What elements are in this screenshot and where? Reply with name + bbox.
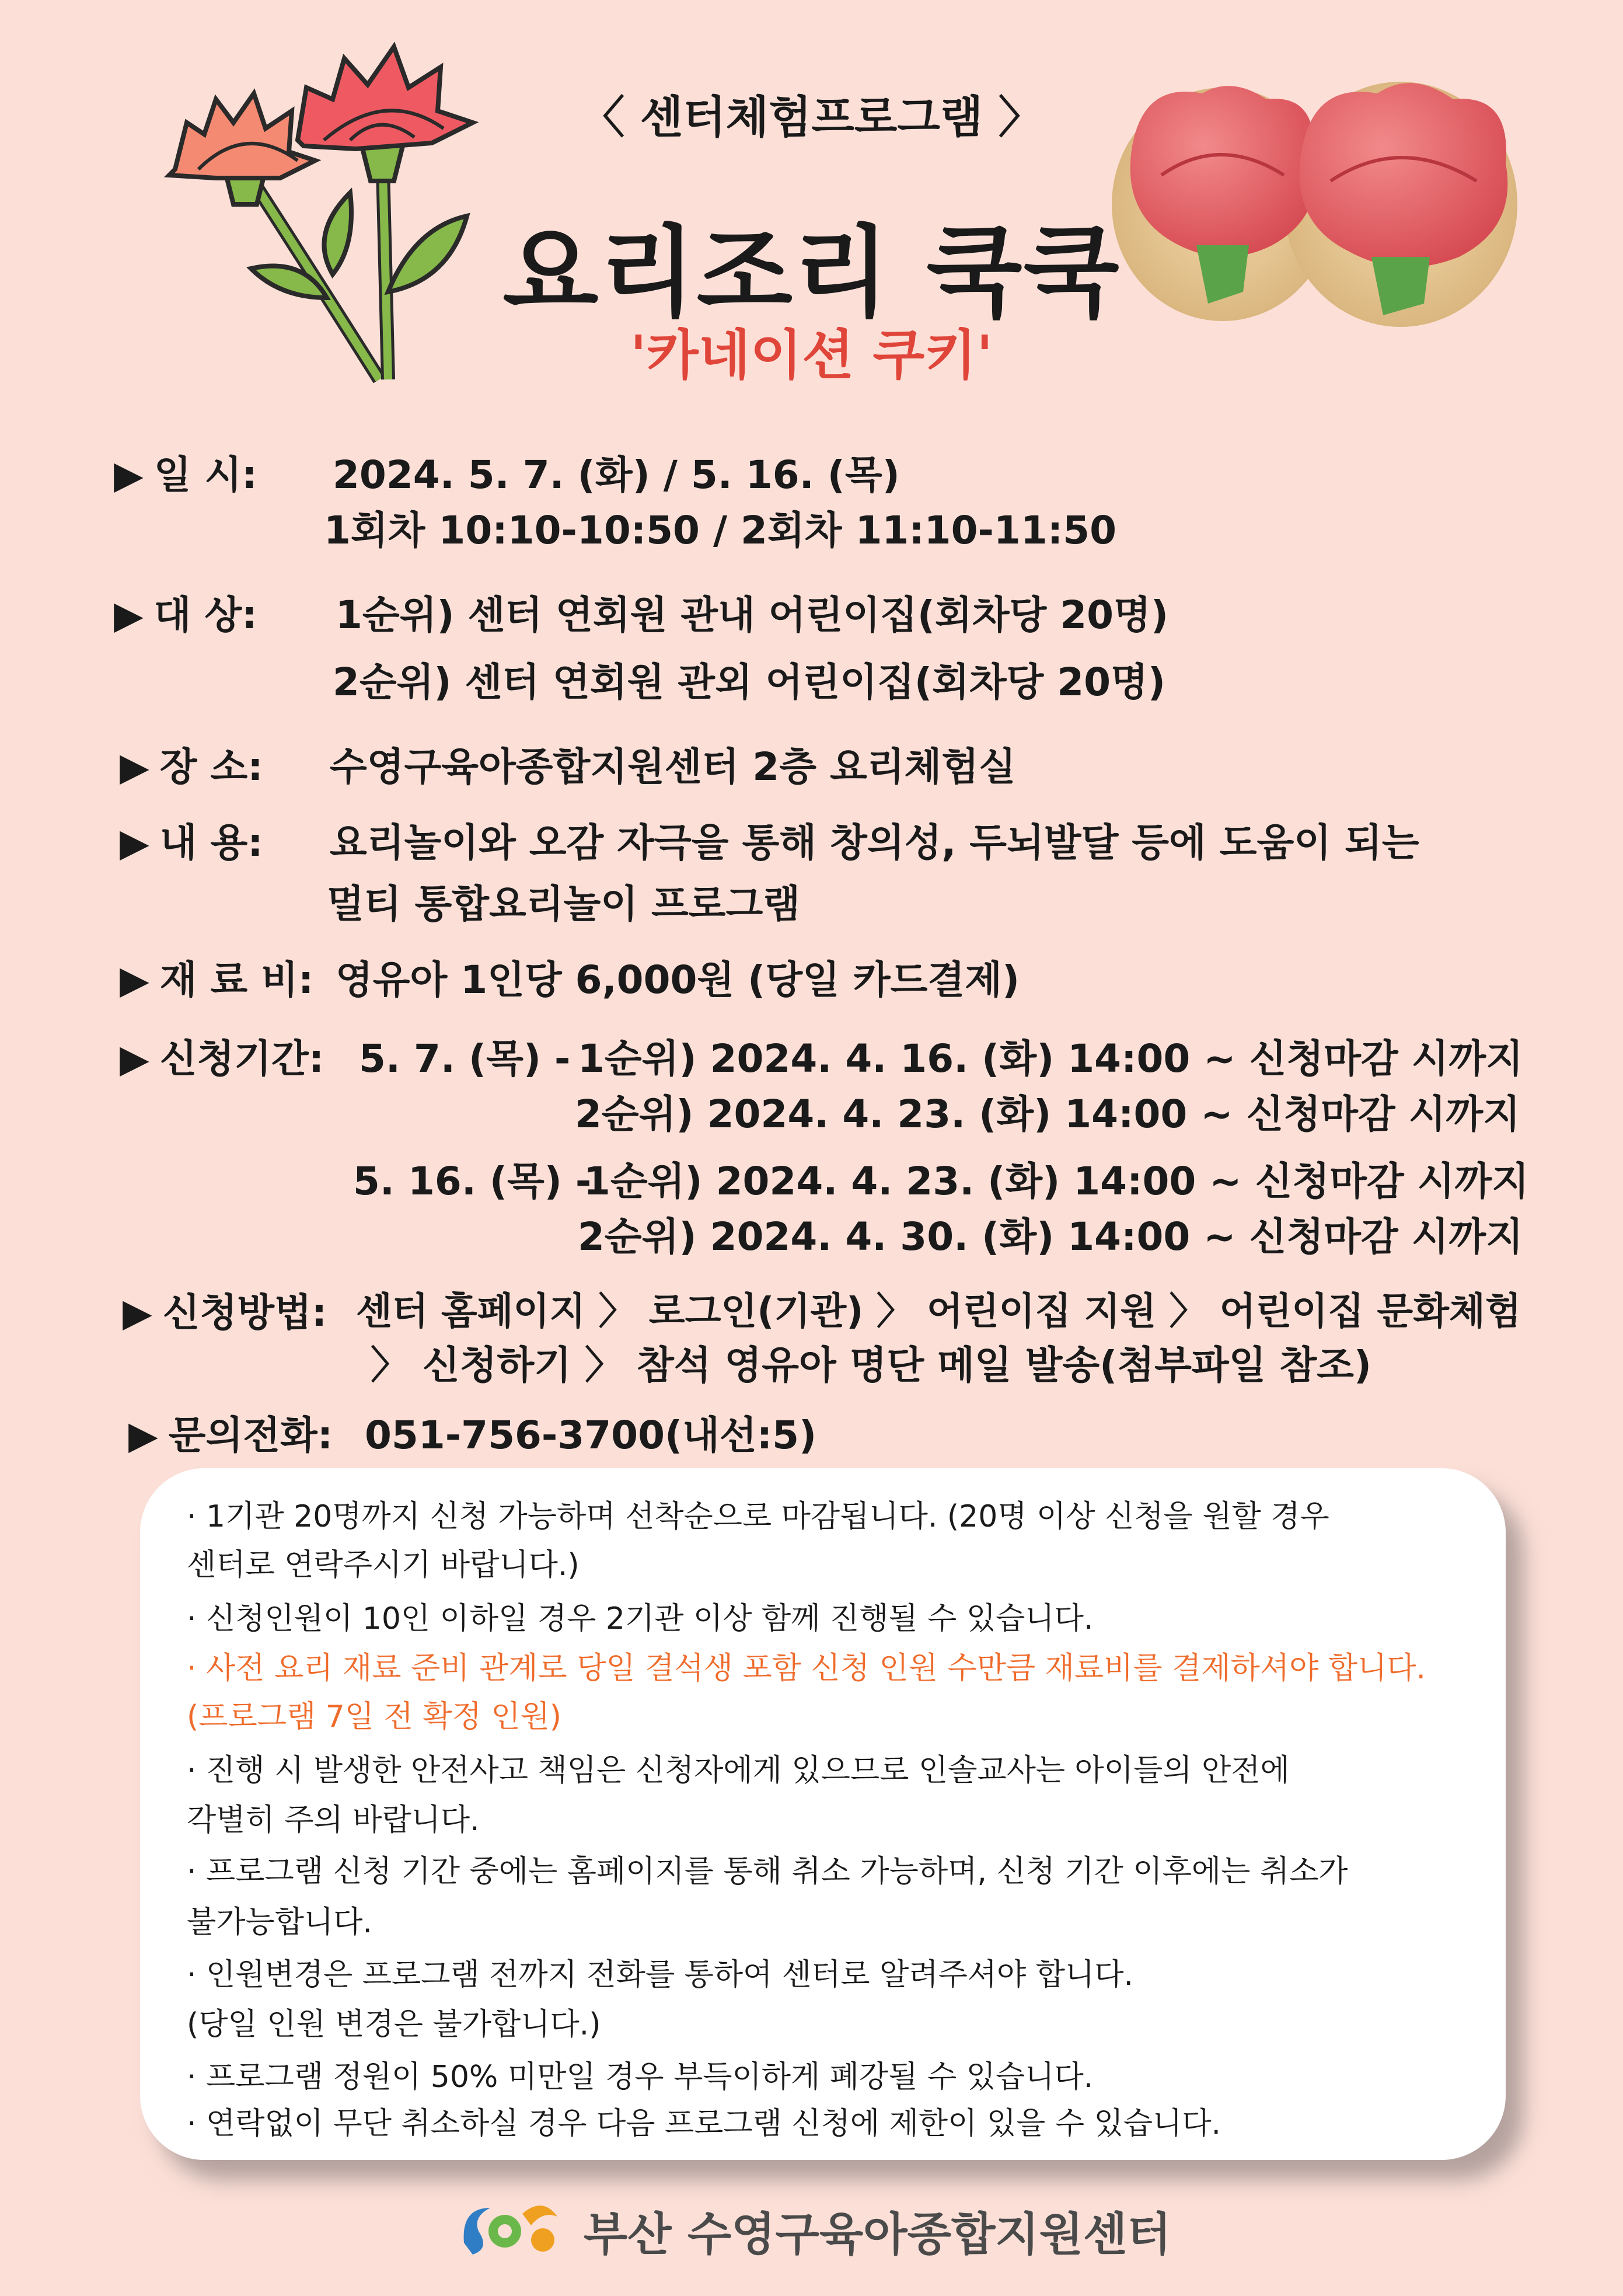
arrow-icon: ▶: [120, 820, 149, 865]
apply-date-1: 5. 7. (목) -: [359, 1036, 571, 1081]
notice-line: · 프로그램 신청 기간 중에는 홈페이지를 통해 취소 가능하며, 신청 기간 이후에는 취소가: [187, 1854, 1348, 1889]
content-line-2: 멀티 통합요리놀이 프로그램: [327, 882, 801, 926]
info-content-row: [120, 811, 263, 867]
method-line-2: 〉 신청하기 〉 참석 영유아 명단 메일 발송(첨부파일 참조): [371, 1343, 1372, 1388]
arrow-icon: ▶: [128, 1413, 158, 1458]
notice-line-highlight: (프로그램 7일 전 확정 인원): [187, 1699, 562, 1734]
info-method-row: [123, 1281, 327, 1337]
info-apply-period-row: [120, 1027, 324, 1083]
notice-line: 센터로 연락주시기 바랍니다.): [187, 1548, 580, 1583]
fee-label: 재 료 비:: [159, 957, 314, 1002]
content-label: 내 용:: [159, 820, 263, 865]
notice-line: · 인원변경은 프로그램 전까지 전화를 통하여 센터로 알려주셔야 합니다.: [187, 1957, 1134, 1992]
org-name: 부산 수영구육아종합지원센터: [584, 2208, 1171, 2261]
apply-line-2: 2순위) 2024. 4. 23. (화) 14:00 ~ 신청마감 시까지: [575, 1092, 1520, 1137]
program-kicker: 〈 센터체험프로그램 〉: [580, 91, 1043, 143]
method-line-1: 센터 홈페이지 〉 로그인(기관) 〉 어린이집 지원 〉 어린이집 문화체험: [356, 1290, 1521, 1333]
arrow-icon: ▶: [114, 593, 144, 637]
schedule-label: 일 시:: [153, 452, 257, 497]
schedule-line-2: 1회차 10:10-10:50 / 2회차 11:10-11:50: [324, 508, 1117, 553]
page-subtitle: '카네이션 쿠키': [630, 324, 993, 386]
phone-value: 051-756-3700(내선:5): [365, 1413, 817, 1458]
notice-card: [140, 1468, 1506, 2160]
notice-line: · 진행 시 발생한 안전사고 책임은 신청자에게 있으므로 인솔교사는 아이들의 안전에: [187, 1753, 1290, 1788]
target-label: 대 상:: [153, 593, 257, 637]
fee-value: 영유아 1인당 6,000원 (당일 카드결제): [336, 957, 1020, 1002]
info-schedule-row: [114, 444, 257, 499]
arrow-icon: ▶: [120, 1036, 149, 1081]
notice-line: (당일 인원 변경은 불가합니다.): [187, 2007, 601, 2042]
phone-label: 문의전화:: [168, 1413, 333, 1458]
notice-line: · 신청인원이 10인 이하일 경우 2기관 이상 함께 진행될 수 있습니다.: [187, 1601, 1094, 1636]
arrow-icon: ▶: [114, 452, 144, 497]
notice-line: · 프로그램 정원이 50% 미만일 경우 부득이하게 폐강될 수 있습니다.: [187, 2060, 1094, 2095]
content-line-1: 요리놀이와 오감 자극을 통해 창의성, 두뇌발달 등에 도움이 되는: [330, 820, 1419, 865]
arrow-icon: ▶: [120, 744, 149, 789]
notice-line: 각별히 주의 바랍니다.: [187, 1803, 480, 1838]
target-line-2: 2순위) 센터 연회원 관외 어린이집(회차당 20명): [333, 660, 1166, 705]
place-value: 수영구육아종합지원센터 2층 요리체험실: [330, 744, 1016, 789]
info-target-row: [114, 584, 257, 639]
apply-line-3: 1순위) 2024. 4. 23. (화) 14:00 ~ 신청마감 시까지: [584, 1159, 1529, 1204]
info-fee-row: [120, 949, 313, 1004]
apply-line-1: 1순위) 2024. 4. 16. (화) 14:00 ~ 신청마감 시까지: [578, 1036, 1523, 1081]
notice-line-highlight: · 사전 요리 재료 준비 관계로 당일 결석생 포함 신청 인원 수만큼 재료비를 결제하셔야 합니다.: [187, 1651, 1426, 1686]
target-line-1: 1순위) 센터 연회원 관내 어린이집(회차당 20명): [336, 593, 1169, 637]
info-phone-row: [128, 1404, 333, 1459]
center-logo-icon: [455, 2190, 572, 2260]
place-label: 장 소:: [159, 744, 263, 789]
arrow-icon: ▶: [123, 1290, 152, 1335]
page-title: 요리조리 쿡쿡: [502, 215, 1121, 331]
apply-period-label: 신청기간:: [159, 1036, 324, 1081]
arrow-icon: ▶: [120, 957, 149, 1002]
schedule-line-1: 2024. 5. 7. (화) / 5. 16. (목): [333, 452, 900, 497]
notice-line: 불가능합니다.: [187, 1905, 372, 1940]
method-label: 신청방법:: [162, 1290, 327, 1335]
info-place-row: [120, 736, 263, 791]
apply-date-2: 5. 16. (목) -: [353, 1159, 592, 1204]
notice-line: · 1기관 20명까지 신청 가능하며 선착순으로 마감됩니다. (20명 이상 신청을 원할 경우: [187, 1499, 1329, 1534]
notice-line: · 연락없이 무단 취소하실 경우 다음 프로그램 신청에 제한이 있을 수 있습니다.: [187, 2106, 1221, 2141]
apply-line-4: 2순위) 2024. 4. 30. (화) 14:00 ~ 신청마감 시까지: [578, 1214, 1523, 1259]
